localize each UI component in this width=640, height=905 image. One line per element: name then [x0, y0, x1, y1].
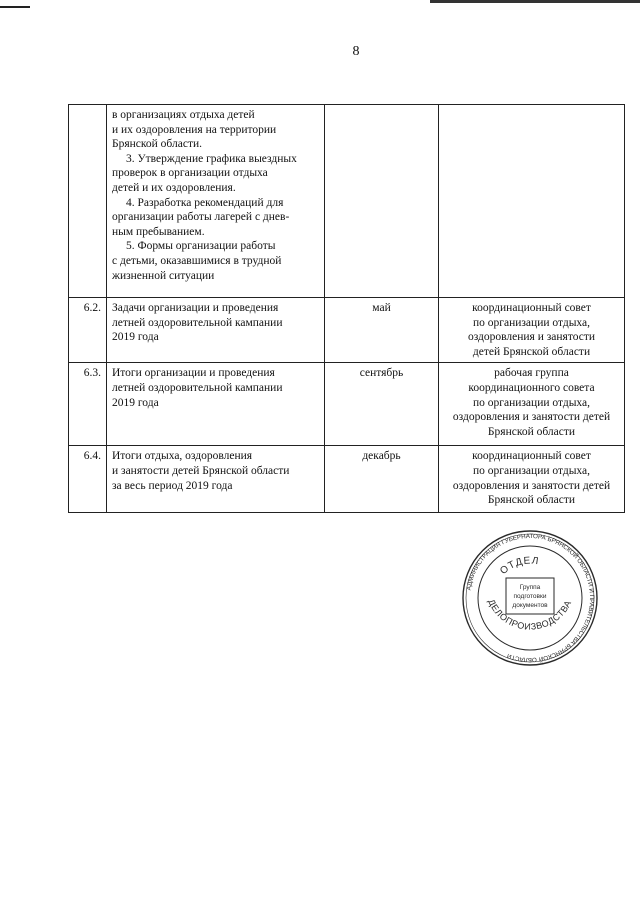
- seal-center-line-1: Группа: [519, 584, 541, 591]
- row-number-cell: 6.3.: [69, 363, 107, 446]
- text-line: Брянской области: [487, 425, 576, 438]
- text-line: оздоровления и занятости: [467, 331, 596, 344]
- plan-table: [68, 104, 625, 513]
- seal-center-line-2: подготовки: [513, 593, 547, 600]
- text-line: координационного совета: [468, 381, 595, 394]
- text-line: и занятости детей Брянской области: [112, 464, 290, 477]
- responsible-cell: [439, 446, 625, 513]
- seal-center-line-3: документов: [512, 602, 548, 609]
- text-line: по организации отдыха,: [472, 316, 591, 329]
- text-line: жизненной ситуации: [112, 269, 215, 282]
- text-line: координационный совет: [472, 450, 591, 463]
- text-line: оздоровления и занятости детей: [452, 479, 611, 492]
- table-row-continuation: [69, 105, 625, 298]
- text-line: Брянской области.: [112, 138, 203, 151]
- table-row-6-4: [69, 446, 625, 513]
- department-seal: [460, 528, 600, 668]
- text-line: и их оздоровления на территории: [112, 123, 277, 136]
- event-text-cell: [107, 446, 325, 513]
- text-line: по организации отдыха,: [472, 464, 591, 477]
- row-number-cell: [69, 105, 107, 298]
- table-row-6-2: [69, 298, 625, 363]
- text-line: Итоги организации и проведения: [112, 367, 275, 380]
- row-number-cell: 6.4.: [69, 446, 107, 513]
- text-line: организации работы лагерей с днев-: [112, 211, 290, 224]
- text-line: с детьми, оказавшимися в трудной: [112, 254, 282, 267]
- event-text-cell: [107, 105, 325, 298]
- text-line: Задачи организации и проведения: [112, 302, 279, 314]
- scan-edge-mark-right: [430, 0, 640, 3]
- text-line: 4. Разработка рекомендаций для: [126, 196, 284, 209]
- text-line: за весь период 2019 года: [112, 479, 233, 492]
- text-line: проверок в организации отдыха: [112, 167, 268, 180]
- text-line: 5. Формы организации работы: [126, 240, 276, 253]
- text-line: 2019 года: [112, 396, 159, 409]
- row-number-cell: 6.2.: [69, 298, 107, 363]
- event-text-cell: [107, 363, 325, 446]
- scan-edge-mark-left: [0, 6, 30, 8]
- text-line: 3. Утверждение графика выездных: [126, 152, 297, 165]
- text-line: Брянской области: [487, 494, 576, 507]
- text-line: координационный совет: [472, 302, 591, 314]
- table-row-6-3: [69, 363, 625, 446]
- text-line: летней оздоровительной кампании: [112, 316, 283, 329]
- seal-dept-word-1: ОТДЕЛ: [498, 555, 541, 577]
- responsible-cell: [439, 298, 625, 363]
- text-line: детей и их оздоровления.: [112, 181, 236, 194]
- text-line: летней оздоровительной кампании: [112, 381, 283, 394]
- text-line: рабочая группа: [494, 367, 569, 380]
- term-cell: сентябрь: [325, 363, 439, 446]
- seal-dept-word-2: ДЕЛОПРОИЗВОДСТВА: [486, 597, 574, 632]
- term-cell: декабрь: [325, 446, 439, 513]
- text-line: по организации отдыха,: [472, 396, 591, 409]
- text-line: ным пребыванием.: [112, 225, 205, 238]
- term-cell: май: [325, 298, 439, 363]
- term-cell: [325, 105, 439, 298]
- responsible-cell: [439, 105, 625, 298]
- text-line: оздоровления и занятости детей: [452, 411, 611, 424]
- text-line: в организациях отдыха детей: [112, 109, 255, 121]
- text-line: Итоги отдыха, оздоровления: [112, 450, 253, 463]
- responsible-cell: [439, 363, 625, 446]
- page-number: 8: [352, 44, 360, 59]
- text-line: 2019 года: [112, 331, 159, 344]
- event-text-cell: [107, 298, 325, 363]
- seal-ring-text: АДМИНИСТРАЦИЯ ГУБЕРНАТОРА БРЯНСКОЙ ОБЛАСТИ И ПРАВИТЕЛЬСТВА БРЯНСКОЙ ОБЛАСТИ: [465, 532, 596, 664]
- text-line: детей Брянской области: [472, 345, 591, 358]
